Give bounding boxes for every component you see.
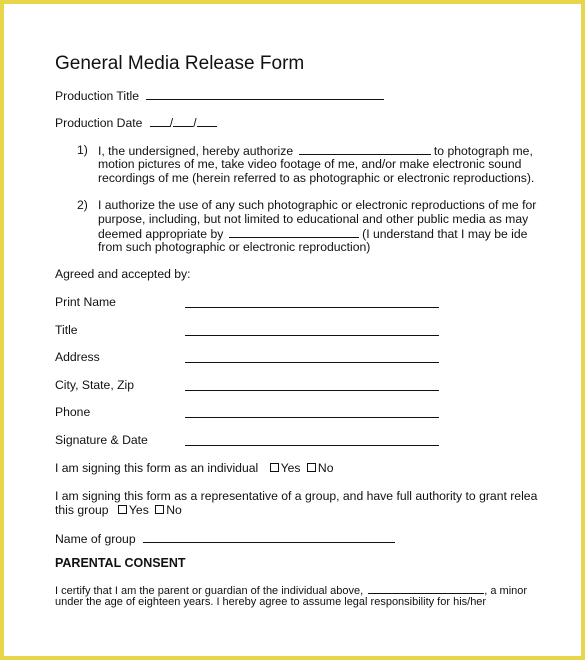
no-label: No [166,503,182,517]
print-name-label: Print Name [55,295,116,309]
authorized-party-field[interactable] [299,143,431,155]
item1-text: recordings of me (herein referred to as photographic or electronic reproductions). [98,171,535,185]
yes-label: Yes [280,461,301,475]
parental-text: I certify that I am the parent or guardian of the individual above, [55,585,364,597]
authorization-item-1 [77,143,557,193]
yes-label: Yes [128,503,149,517]
phone-label: Phone [55,405,91,419]
production-date-day-field[interactable] [173,115,193,127]
group-row [55,503,182,517]
item-number: 1) [77,143,88,157]
individual-text: I am signing this form as an individual [55,461,259,475]
item2-text: deemed appropriate by [98,227,224,241]
parental-consent-heading: PARENTAL CONSENT [55,556,186,570]
parental-text: under the age of eighteen years. I hereby agree to assume legal responsibility for his/her [55,596,487,608]
no-label: No [317,461,334,475]
item2-text: from such photographic or electronic reproduction) [98,240,371,254]
address-field[interactable] [185,361,439,363]
group-text: this group [55,503,109,517]
city-state-zip-field[interactable] [185,389,439,391]
approver-field[interactable] [229,226,359,238]
city-state-zip-label: City, State, Zip [55,378,135,392]
group-no-checkbox[interactable] [155,505,164,514]
item1-text: to photograph me, [433,144,533,158]
production-title-label: Production Title [55,89,140,103]
group-name-field[interactable] [143,531,395,543]
production-date-label: Production Date [55,116,143,130]
signature-date-label: Signature & Date [55,433,148,447]
item2-text: I authorize the use of any such photographic or electronic reproductions of me for [98,198,537,212]
group-name-row [55,531,395,546]
item2-text: purpose, including, but not limited to educational and other public media as may [98,212,529,226]
phone-field[interactable] [185,416,439,418]
minor-name-field[interactable] [368,583,484,594]
item1-text: motion pictures of me, take video footage of me, and/or make electronic sound [98,157,522,171]
title-label: Title [55,323,78,337]
item2-text: (I understand that I may be ide [362,227,528,241]
individual-no-checkbox[interactable] [307,463,316,472]
production-title-row [55,88,384,103]
individual-yes-checkbox[interactable] [270,463,279,472]
agreed-label: Agreed and accepted by: [55,267,191,281]
authorization-item-2 [77,198,557,258]
production-date-row [55,115,217,130]
date-slash: / [169,116,174,130]
parental-text: , a minor [484,585,528,597]
date-slash: / [193,116,197,130]
production-date-year-field[interactable] [197,115,217,127]
print-name-field[interactable] [185,306,439,308]
title-field[interactable] [185,334,439,336]
individual-row [55,461,334,475]
group-yes-checkbox[interactable] [118,505,127,514]
form-page [4,4,581,656]
group-name-label: Name of group [55,532,136,546]
production-title-field[interactable] [146,88,384,100]
address-label: Address [55,350,100,364]
signature-date-field[interactable] [185,444,439,446]
group-text: I am signing this form as a representative of a group, and have full authority to grant relea [55,489,538,503]
production-date-month-field[interactable] [150,115,170,127]
item1-text: I, the undersigned, hereby authorize [98,144,294,158]
form-title: General Media Release Form [55,53,305,74]
item-number: 2) [77,198,88,212]
